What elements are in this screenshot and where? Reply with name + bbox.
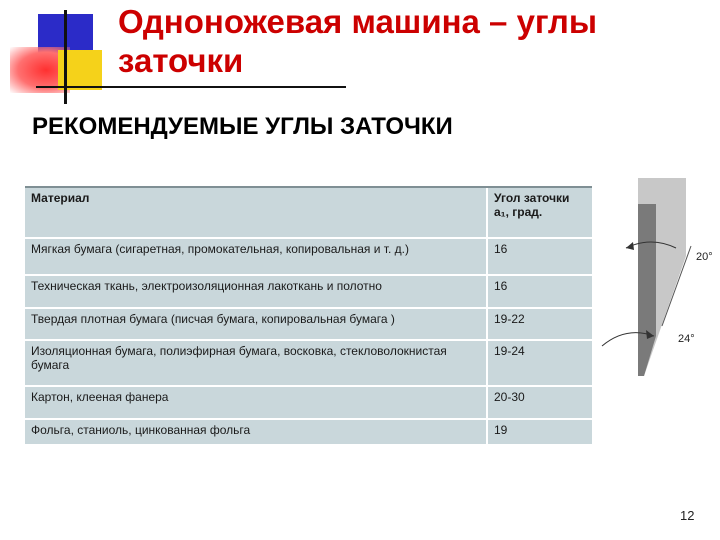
slide-title: Одноножевая машина – углы заточки	[118, 3, 597, 79]
table-row	[25, 308, 592, 341]
angle-cell: 16	[487, 238, 592, 275]
header-material: Материал	[25, 188, 487, 238]
table-header-row	[25, 188, 592, 238]
slide-subtitle: РЕКОМЕНДУЕМЫЕ УГЛЫ ЗАТОЧКИ	[32, 113, 453, 140]
table-row	[25, 238, 592, 275]
table-row	[25, 386, 592, 419]
angle-label-top: 20°	[696, 251, 713, 263]
angle-cell: 20-30	[487, 386, 592, 419]
header-angle: Угол заточки а₁, град.	[487, 188, 592, 238]
blade-angle-diagram	[596, 176, 720, 386]
material-cell: Изоляционная бумага, полиэфирная бумага, восковка, стекловолокнистая бумага	[25, 340, 487, 386]
material-cell: Картон, клееная фанера	[25, 386, 487, 419]
material-cell: Техническая ткань, электроизоляционная лакоткань и полотно	[25, 275, 487, 308]
material-cell: Мягкая бумага (сигаретная, промокательная, копировальная и т. д.)	[25, 238, 487, 275]
decorative-horizontal-line	[36, 86, 346, 88]
angle-cell: 19-24	[487, 340, 592, 386]
material-cell: Фольга, станиоль, цинкованная фольга	[25, 419, 487, 445]
material-cell: Твердая плотная бумага (писчая бумага, копировальная бумага )	[25, 308, 487, 341]
table-row	[25, 340, 592, 386]
page-number: 12	[680, 508, 695, 523]
blade-core	[638, 204, 656, 376]
decorative-vertical-line	[64, 10, 67, 104]
table-row	[25, 419, 592, 445]
angle-cell: 19-22	[487, 308, 592, 341]
arrow-head-icon	[626, 242, 634, 250]
angle-cell: 19	[487, 419, 592, 445]
angle-label-bottom: 24°	[678, 333, 695, 345]
table-row	[25, 275, 592, 308]
angles-table	[25, 186, 592, 446]
angle-cell: 16	[487, 275, 592, 308]
